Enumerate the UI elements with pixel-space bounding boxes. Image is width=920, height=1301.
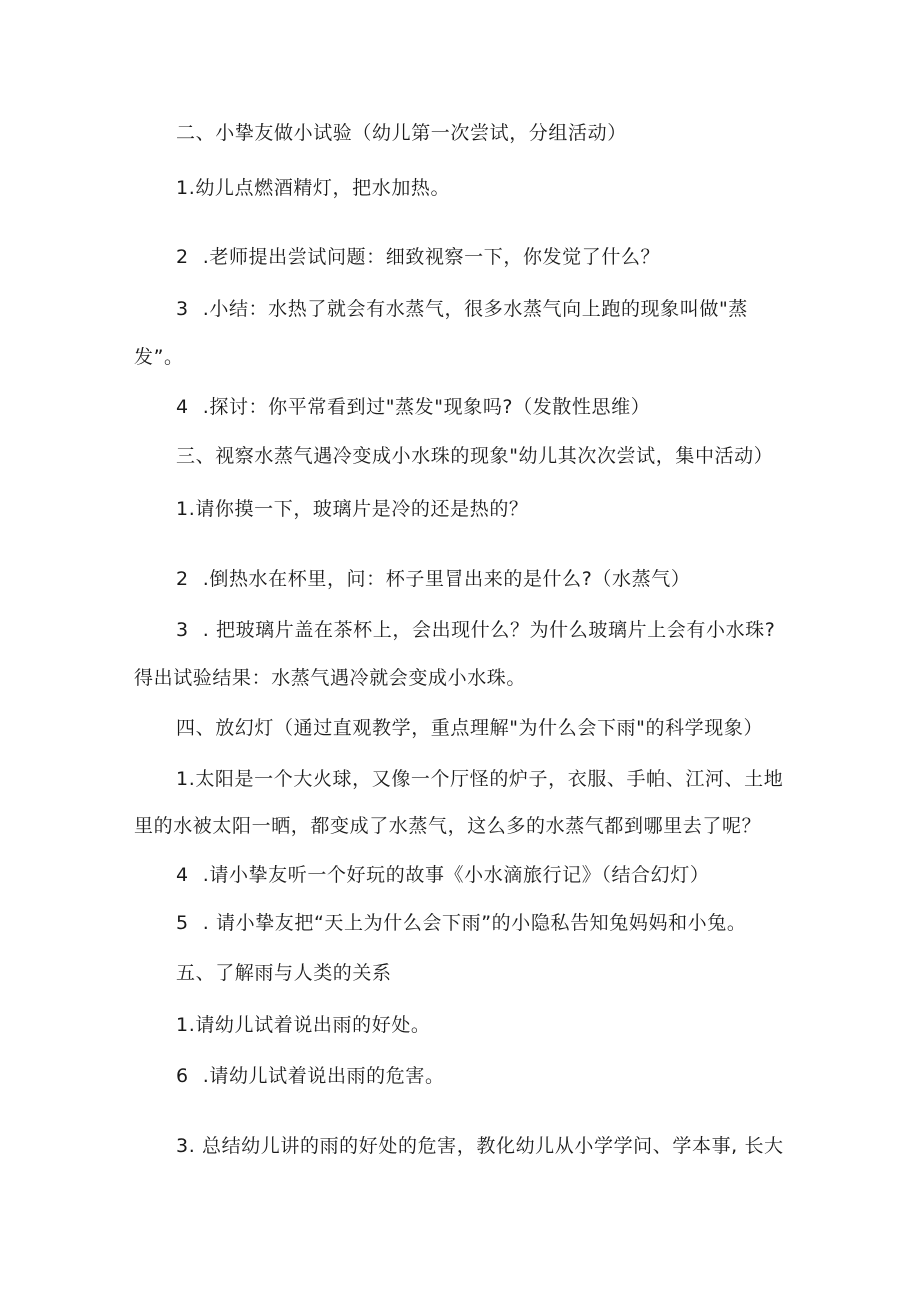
paragraph-4-5 (176, 910, 746, 936)
list-number: 3 (176, 619, 189, 641)
list-number: 5 (176, 912, 189, 934)
paragraph-2-2 (176, 244, 660, 270)
list-number: 6 (176, 1065, 189, 1087)
paragraph-2-3 (176, 296, 748, 322)
paragraph-4-1-continued: 里的水被太阳一晒，都变成了水蒸气，这么多的水蒸气都到哪里去了呢？ (134, 815, 762, 837)
paragraph-text: .小结：水热了就会有水蒸气，很多水蒸气向上跑的现象叫做"蒸 (202, 298, 748, 320)
section-heading-3: 三、视察水蒸气遇冷变成小水珠的现象"幼儿其次次尝试，集中活动） (176, 445, 774, 467)
paragraph-4-1: 1.太阳是一个大火球，又像一个厅怪的炉子，衣服、手帕、江河、土地 (176, 768, 784, 790)
paragraph-2-1: 1.幼儿点燃酒精灯，把水加热。 (176, 177, 451, 199)
list-number: 4 (176, 864, 189, 886)
list-number: 2 (176, 568, 189, 590)
section-heading-5: 五、了解雨与人类的关系 (176, 962, 392, 984)
paragraph-text: . 把玻璃片盖在茶杯上，会出现什么？为什么玻璃片上会有小水珠? (202, 619, 776, 641)
paragraph-text: .老师提出尝试问题：细致视察一下，你发觉了什么？ (202, 246, 661, 268)
paragraph-5-1: 1.请幼儿试着说出雨的好处。 (176, 1014, 431, 1036)
paragraph-4-4 (176, 862, 709, 888)
paragraph-3-2 (176, 566, 690, 592)
paragraph-3-3 (176, 617, 775, 643)
paragraph-text: . 请小挚友把“天上为什么会下雨”的小隐私告知兔妈妈和小兔。 (202, 912, 747, 934)
section-heading-4: 四、放幻灯（通过直观教学，重点理解"为什么会下雨"的科学现象） (176, 717, 764, 739)
list-number: 2 (176, 246, 189, 268)
paragraph-5-3: 3. 总结幼儿讲的雨的好处的危害，教化幼儿从小学学问、学本事, 长大 (176, 1135, 784, 1157)
paragraph-2-4 (176, 394, 650, 420)
paragraph-3-1: 1.请你摸一下，玻璃片是冷的还是热的？ (176, 498, 529, 520)
paragraph-text: .请小挚友听一个好玩的故事《小水滴旅行记》（结合幻灯） (202, 864, 710, 886)
paragraph-text: .请幼儿试着说出雨的危害。 (202, 1065, 445, 1087)
section-heading-2: 二、小挚友做小试验（幼儿第一次尝试，分组活动） (176, 122, 627, 144)
paragraph-2-3-continued: 发”。 (134, 346, 184, 368)
paragraph-text: .探讨：你平常看到过"蒸发"现象吗?（发散性思维） (202, 396, 651, 418)
list-number: 3 (176, 298, 189, 320)
paragraph-5-6 (176, 1063, 445, 1089)
list-number: 4 (176, 396, 189, 418)
paragraph-3-3-continued: 得出试验结果：水蒸气遇冷就会变成小水珠。 (134, 667, 527, 689)
paragraph-text: .倒热水在杯里，问：杯子里冒出来的是什么?（水蒸气） (202, 568, 691, 590)
